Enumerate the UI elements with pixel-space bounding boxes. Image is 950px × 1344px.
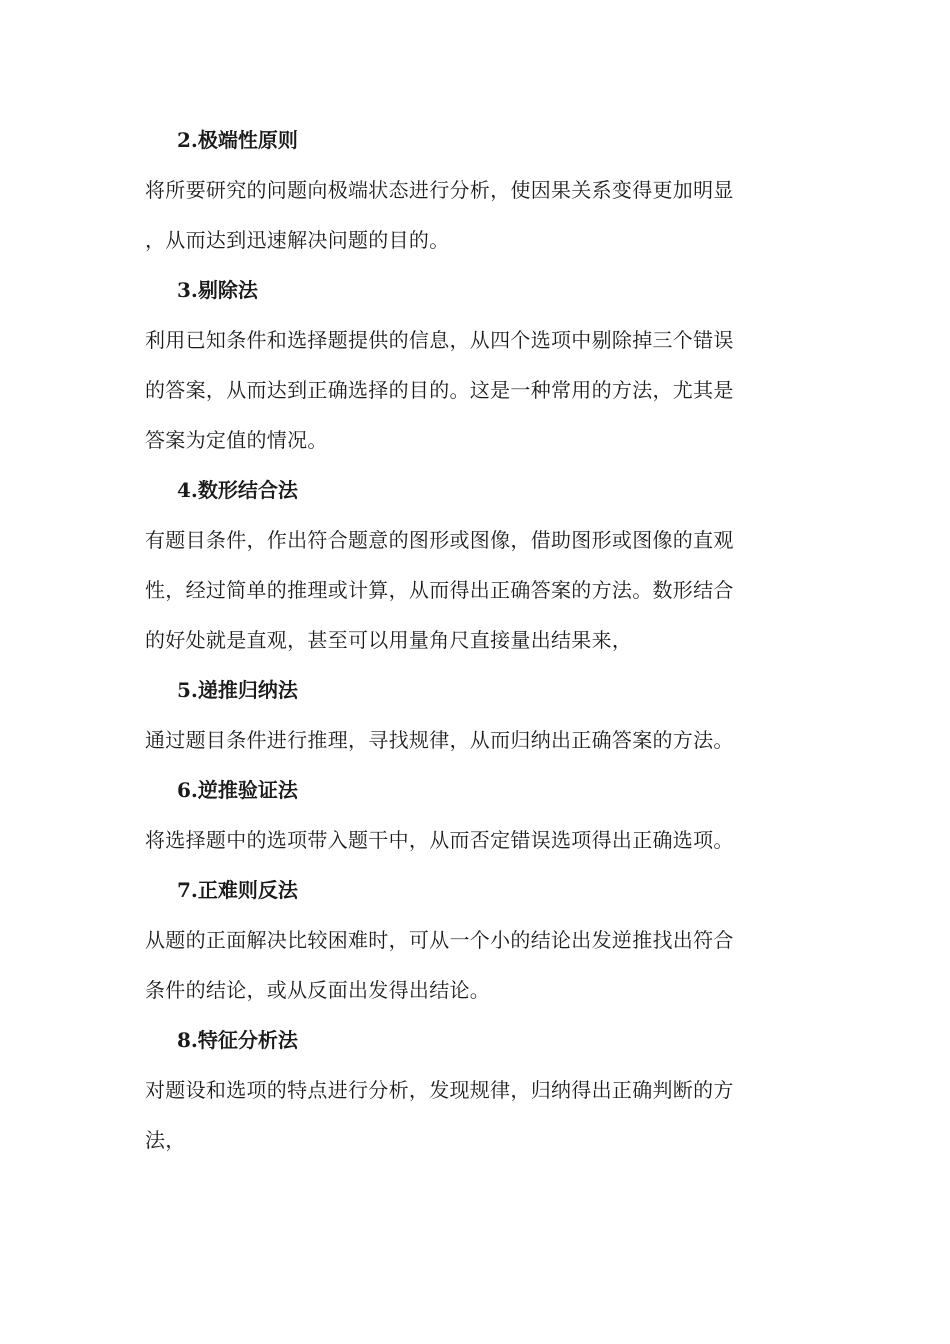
document-body bbox=[145, 115, 795, 1165]
paragraph-line: 将所要研究的问题向极端状态进行分析，使因果关系变得更加明显 bbox=[145, 178, 734, 202]
section-paragraph bbox=[145, 1065, 795, 1165]
section-heading: 5.递推归纳法 bbox=[177, 678, 298, 702]
paragraph-line: 将选择题中的选项带入题干中，从而否定错误选项得出正确选项。 bbox=[145, 828, 734, 852]
paragraph-line: 性，经过简单的推理或计算，从而得出正确答案的方法。数形结合 bbox=[145, 578, 734, 602]
section-heading: 7.正难则反法 bbox=[177, 878, 298, 902]
section-paragraph bbox=[145, 315, 795, 465]
section-paragraph bbox=[145, 165, 795, 265]
section-heading: 4.数形结合法 bbox=[177, 478, 298, 502]
paragraph-line: 利用已知条件和选择题提供的信息，从四个选项中剔除掉三个错误 bbox=[145, 328, 734, 352]
paragraph-line: 有题目条件，作出符合题意的图形或图像，借助图形或图像的直观 bbox=[145, 528, 734, 552]
paragraph-line: 对题设和选项的特点进行分析，发现规律，归纳得出正确判断的方 bbox=[145, 1078, 734, 1102]
paragraph-line: ，从而达到迅速解决问题的目的。 bbox=[145, 228, 450, 252]
paragraph-line: 条件的结论，或从反面出发得出结论。 bbox=[145, 978, 491, 1002]
section-heading: 2.极端性原则 bbox=[177, 128, 298, 152]
section-paragraph bbox=[145, 815, 795, 865]
paragraph-line: 的答案，从而达到正确选择的目的。这是一种常用的方法，尤其是 bbox=[145, 378, 734, 402]
paragraph-line: 的好处就是直观，甚至可以用量角尺直接量出结果来， bbox=[145, 628, 633, 652]
paragraph-line: 通过题目条件进行推理，寻找规律，从而归纳出正确答案的方法。 bbox=[145, 728, 734, 752]
paragraph-line: 从题的正面解决比较困难时，可从一个小的结论出发逆推找出符合 bbox=[145, 928, 734, 952]
section-paragraph bbox=[145, 915, 795, 1015]
paragraph-line: 法， bbox=[145, 1128, 186, 1152]
paragraph-line: 答案为定值的情况。 bbox=[145, 428, 328, 452]
section-heading: 6.逆推验证法 bbox=[177, 778, 298, 802]
section-paragraph bbox=[145, 515, 795, 665]
section-paragraph bbox=[145, 715, 795, 765]
section-heading: 8.特征分析法 bbox=[177, 1028, 298, 1052]
section-heading: 3.剔除法 bbox=[177, 278, 258, 302]
